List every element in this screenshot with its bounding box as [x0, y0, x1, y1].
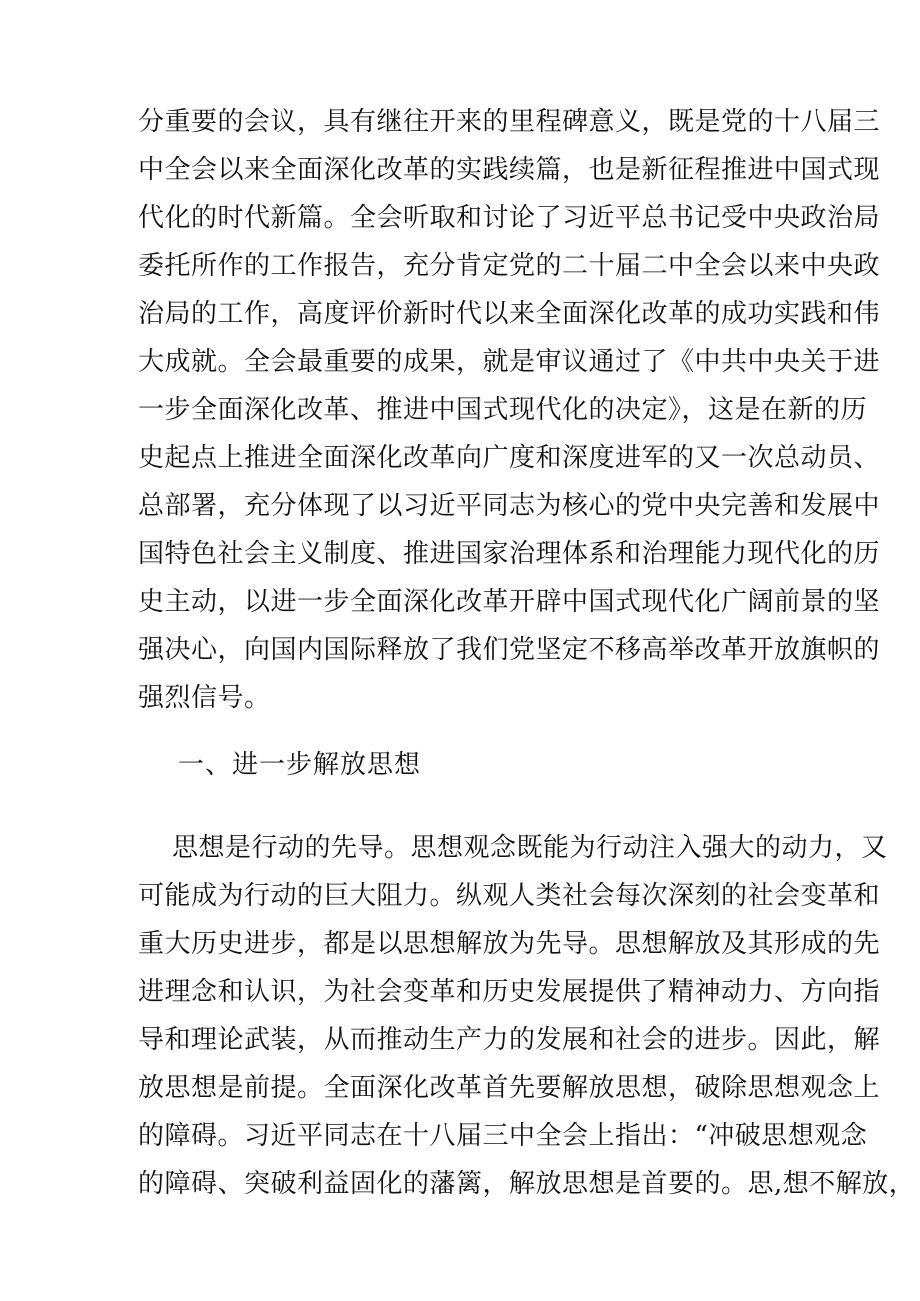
section-heading: 一、进一步解放思想	[178, 750, 422, 780]
paragraph-2-line-6: 放思想是前提。全面深化改革首先要解放思想，破除思想观念上	[138, 1073, 881, 1103]
paragraph-1-line-9: 总部署，充分体现了以习近平同志为核心的党中央完善和发展中	[138, 491, 881, 521]
paragraph-1-line-8: 史起点上推进全面深化改革向广度和深度进军的又一次总动员、	[138, 443, 881, 473]
paragraph-2-line-3: 重大历史进步，都是以思想解放为先导。思想解放及其形成的先	[138, 929, 881, 959]
paragraph-1-line-4: 委托所作的工作报告，充分肯定党的二十届二中全会以来中央政	[138, 251, 881, 281]
paragraph-2	[138, 824, 916, 1208]
paragraph-2-line-5: 导和理论武装，从而推动生产力的发展和社会的进步。因此，解	[138, 1025, 881, 1055]
paragraph-1-line-13: 强烈信号。	[138, 683, 271, 713]
paragraph-1-line-12: 强决心，向国内国际释放了我们党坚定不移高举改革开放旗帜的	[138, 635, 881, 665]
paragraph-2-line-1: 思想是行动的先导。思想观念既能为行动注入强大的动力，又	[172, 833, 888, 863]
paragraph-2-line-7: 的障碍。习近平同志在十八届三中全会上指出：“冲破思想观念	[138, 1121, 868, 1151]
paragraph-1-line-1: 分重要的会议，具有继往开来的里程碑意义，既是党的十八届三	[138, 107, 881, 137]
paragraph-2-line-8: 的障碍、突破利益固化的藩篱，解放思想是首要的。思,想不解放，	[138, 1169, 916, 1199]
paragraph-2-line-4: 进理念和认识，为社会变革和历史发展提供了精神动力、方向指	[138, 977, 881, 1007]
paragraph-1-line-7: 一步全面深化改革、推进中国式现代化的决定》，这是在新的历	[138, 395, 868, 425]
paragraph-1-line-2: 中全会以来全面深化改革的实践续篇，也是新征程推进中国式现	[138, 155, 881, 185]
paragraph-1-line-3: 代化的时代新篇。全会听取和讨论了习近平总书记受中央政治局	[138, 203, 881, 233]
paragraph-2-line-2: 可能成为行动的巨大阻力。纵观人类社会每次深刻的社会变革和	[138, 881, 881, 911]
paragraph-1-line-11: 史主动，以进一步全面深化改革开辟中国式现代化广阔前景的坚	[138, 587, 881, 617]
paragraph-1	[138, 98, 881, 722]
paragraph-1-line-6: 大成就。全会最重要的成果，就是审议通过了《中共中央关于进	[138, 347, 881, 377]
paragraph-1-line-10: 国特色社会主义制度、推进国家治理体系和治理能力现代化的历	[138, 539, 881, 569]
paragraph-1-line-5: 治局的工作，高度评价新时代以来全面深化改革的成功实践和伟	[138, 299, 881, 329]
